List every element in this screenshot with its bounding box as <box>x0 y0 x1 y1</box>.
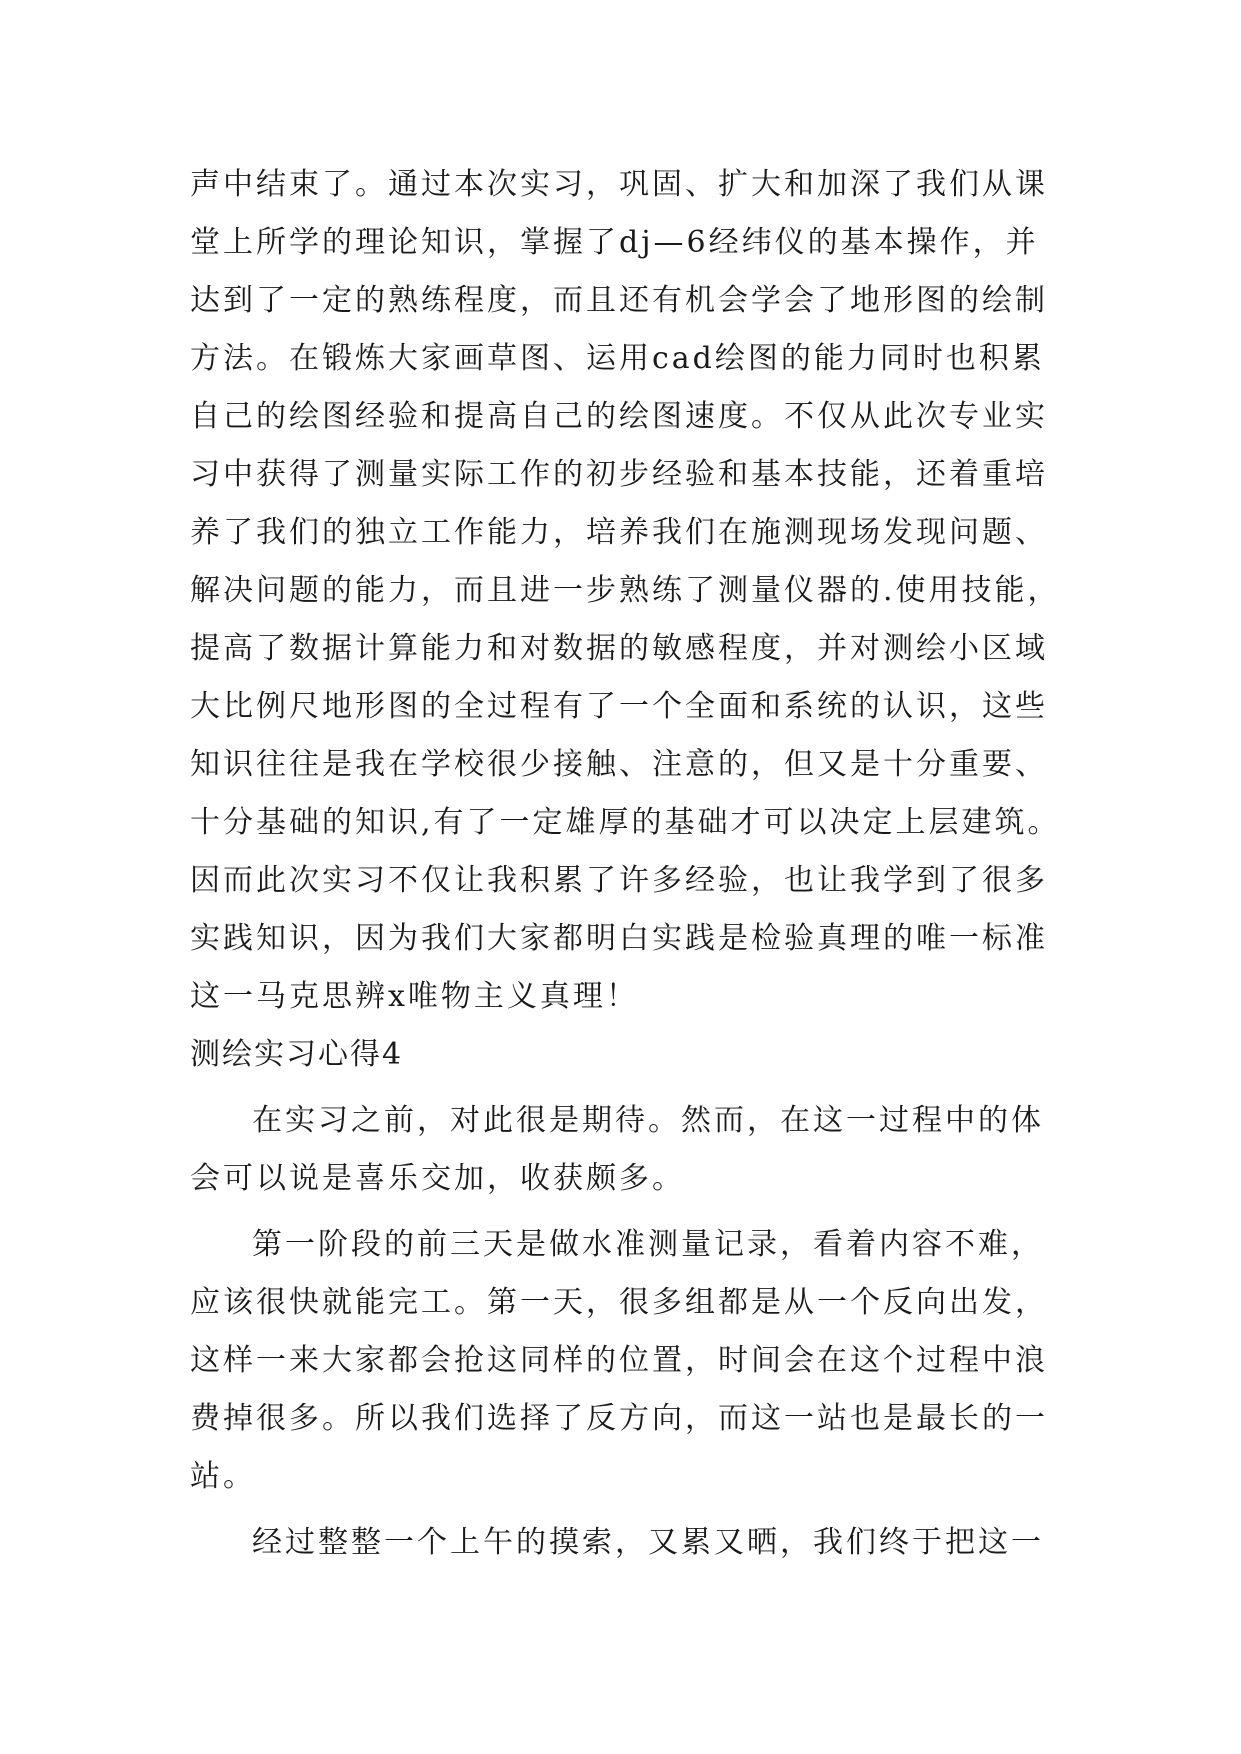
section-heading: 测绘实习心得4 <box>190 1037 404 1072</box>
paragraph-line: 这样一来大家都会抢这同样的位置，时间会在这个过程中浪 <box>190 1343 1048 1378</box>
paragraph-line: 在实习之前，对此很是期待。然而，在这一过程中的体 <box>252 1103 1044 1138</box>
paragraph-2 <box>190 1216 1070 1506</box>
paragraph-line: 达到了一定的熟练程度，而且还有机会学会了地形图的绘制 <box>190 283 1048 318</box>
continuation-paragraph <box>190 156 1070 1026</box>
paragraph-line: 经过整整一个上午的摸索，又累又晒，我们终于把这一 <box>252 1525 1044 1560</box>
document-body <box>190 156 1070 1572</box>
paragraph-line: 自己的绘图经验和提高自己的绘图速度。不仅从此次专业实 <box>190 399 1048 434</box>
paragraph-1 <box>190 1092 1070 1208</box>
paragraph-line: 大比例尺地形图的全过程有了一个全面和系统的认识，这些 <box>190 689 1048 724</box>
paragraph-line: 声中结束了。通过本次实习，巩固、扩大和加深了我们从课 <box>190 167 1048 202</box>
paragraph-line: 站。 <box>190 1459 256 1494</box>
paragraph-line: 堂上所学的理论知识，掌握了dj—6经纬仪的基本操作，并 <box>190 225 1039 260</box>
paragraph-line: 知识往往是我在学校很少接触、注意的，但又是十分重要、 <box>190 747 1048 782</box>
paragraph-line: 应该很快就能完工。第一天，很多组都是从一个反向出发， <box>190 1285 1048 1320</box>
paragraph-line: 会可以说是喜乐交加，收获颇多。 <box>190 1161 685 1196</box>
paragraph-line: 提高了数据计算能力和对数据的敏感程度，并对测绘小区域 <box>190 631 1048 666</box>
paragraph-line: 方法。在锻炼大家画草图、运用cad绘图的能力同时也积累 <box>190 341 1045 376</box>
paragraph-line: 实践知识，因为我们大家都明白实践是检验真理的唯一标准 <box>190 921 1048 956</box>
paragraph-line: 因而此次实习不仅让我积累了许多经验，也让我学到了很多 <box>190 863 1048 898</box>
paragraph-line: 第一阶段的前三天是做水准测量记录，看着内容不难， <box>252 1227 1044 1262</box>
paragraph-line: 十分基础的知识,有了一定雄厚的基础才可以决定上层建筑。 <box>190 805 1061 840</box>
paragraph-line: 费掉很多。所以我们选择了反方向，而这一站也是最长的一 <box>190 1401 1048 1436</box>
paragraph-line: 这一马克思辨x唯物主义真理！ <box>190 979 639 1014</box>
paragraph-line: 习中获得了测量实际工作的初步经验和基本技能，还着重培 <box>190 457 1048 492</box>
paragraph-line: 养了我们的独立工作能力，培养我们在施测现场发现问题、 <box>190 515 1048 550</box>
paragraph-line: 解决问题的能力，而且进一步熟练了测量仪器的.使用技能， <box>190 573 1061 608</box>
paragraph-3 <box>190 1514 1070 1572</box>
